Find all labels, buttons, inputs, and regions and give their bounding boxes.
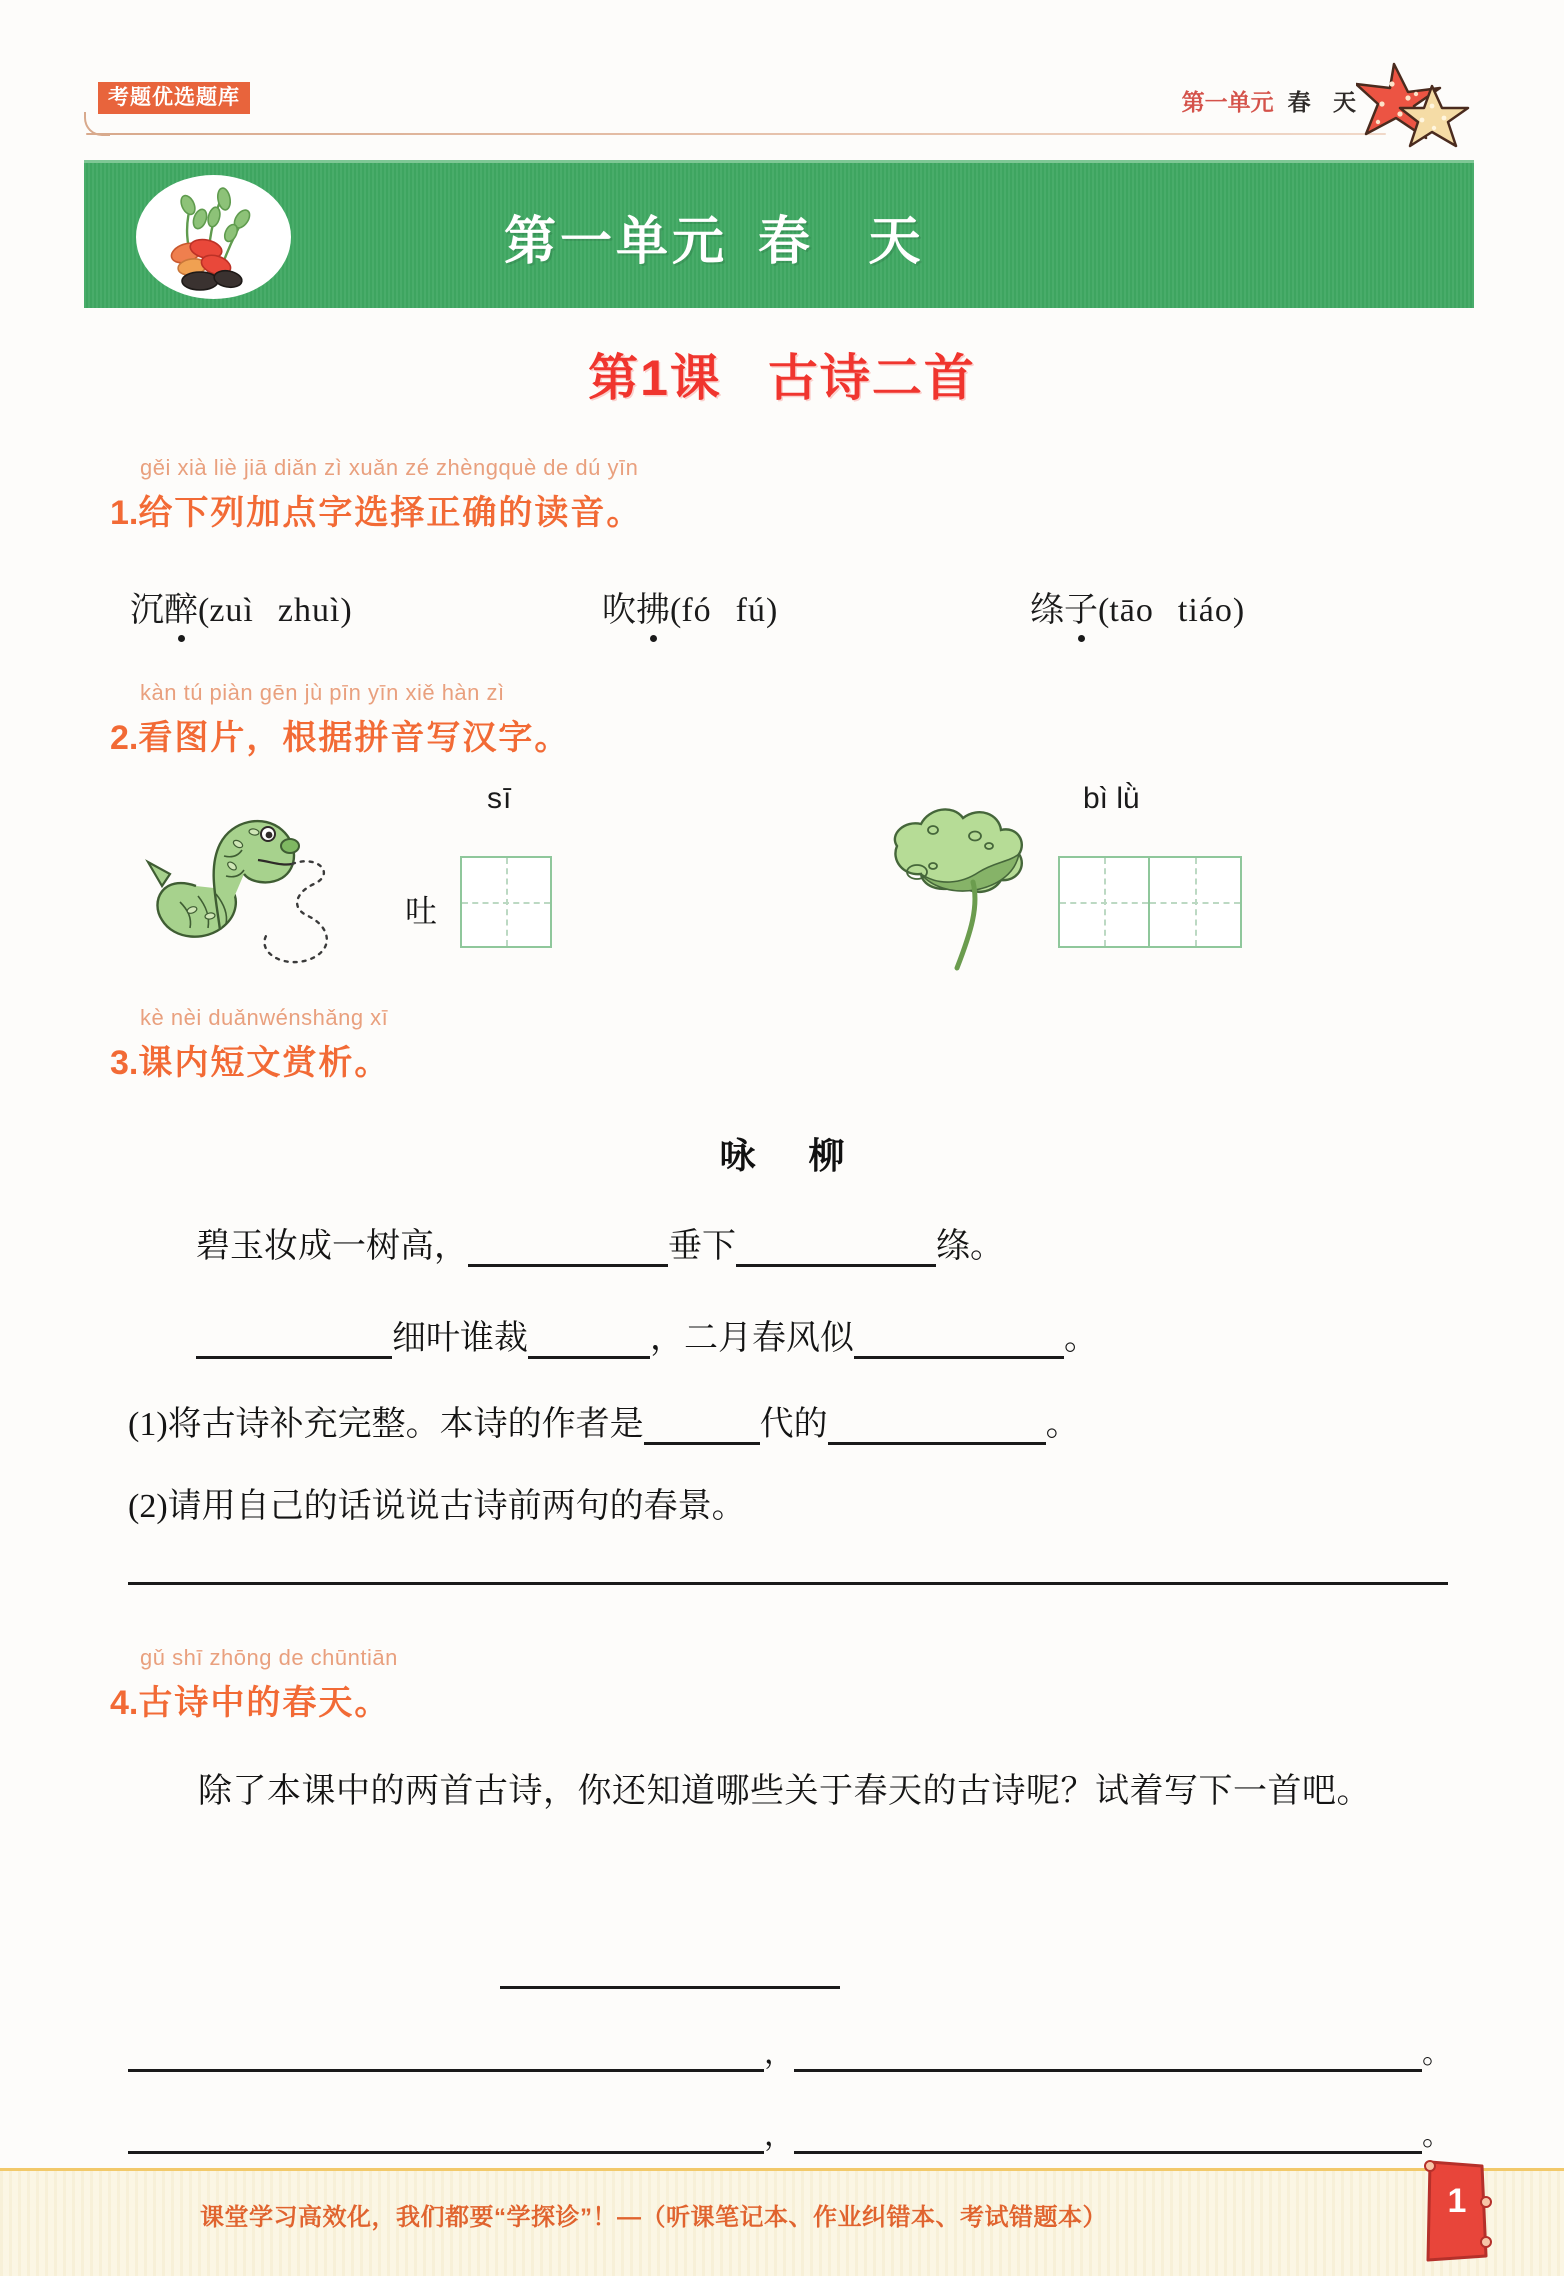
header-rule [86, 133, 1386, 135]
poem-line-1 [196, 1218, 1004, 1267]
answer-line-1[interactable] [128, 2028, 1452, 2072]
choice-item-1[interactable] [130, 582, 352, 631]
poem-line-1-part-a: 碧玉妆成一树高， [196, 1228, 468, 1265]
question-2-text: 看图片，根据拼音写汉字。 [138, 719, 571, 757]
choice-1-option-b[interactable]: zhuì [277, 592, 341, 629]
answer-line-2-seg-a[interactable] [128, 2128, 764, 2154]
running-header-season: 春 天 [1287, 89, 1364, 115]
answer-line-2-seg-b[interactable] [794, 2128, 1422, 2154]
question-3 [110, 1005, 390, 1084]
choice-3-option-b[interactable]: tiáo [1177, 592, 1233, 629]
choice-2-dotted-char: 拂 [636, 592, 670, 629]
spring-plants-illustration [136, 175, 291, 299]
footer-band [0, 2168, 1564, 2276]
banner-illustration-oval [136, 175, 291, 299]
choice-1-option-a[interactable]: zuì [209, 592, 254, 629]
sub-question-2: (2)请用自己的话说说古诗前两句的春景。 [128, 1488, 746, 1525]
page-number: 1 [1447, 2182, 1467, 2220]
question-1-pinyin: gěi xià liè jiā diǎn zì xuǎn zé zhèngquè de dú yīn [140, 455, 639, 480]
question-3-text: 课内短文赏析。 [138, 1044, 391, 1082]
choice-3-open-paren: ( [1098, 592, 1110, 629]
answer-line-2-comma: ， [764, 2119, 794, 2152]
poem-blank-3[interactable] [196, 1329, 392, 1359]
poem-line-1-part-b: 垂下 [668, 1228, 736, 1265]
lesson-title [0, 338, 1564, 410]
lesson-number: 第1课 [588, 350, 722, 406]
choice-item-3[interactable] [1030, 582, 1244, 631]
answer-line-2-period: 。 [1422, 2119, 1452, 2152]
question-2-pinyin: kàn tú piàn gēn jù pīn yīn xiě hàn zì [140, 680, 505, 705]
sub-question-1-part-b: 代的 [759, 1406, 828, 1443]
picture-item-1-hint-char: 吐 [405, 893, 438, 929]
unit-banner [84, 160, 1474, 308]
poem-line-1-part-c: 绦。 [936, 1228, 1004, 1265]
poem-blank-2[interactable] [736, 1237, 936, 1267]
choice-3-dotted-char: 子 [1064, 592, 1098, 629]
choice-3-option-a[interactable]: tāo [1109, 592, 1154, 629]
question-4-text: 古诗中的春天。 [138, 1684, 391, 1722]
choice-2-option-b[interactable]: fú [735, 592, 766, 629]
choice-1-close-paren: ) [340, 592, 352, 629]
writing-grid-box-2a[interactable] [1058, 856, 1150, 948]
answer-line-1-period: 。 [1422, 2037, 1452, 2070]
question-1-number: 1. [110, 494, 139, 532]
picture-item-2-pinyin: bì lǜ [1083, 782, 1140, 815]
question-2-title [110, 710, 570, 759]
choice-3-close-paren: ) [1232, 592, 1245, 629]
silkworm-spinning-silk-illustration [140, 790, 470, 980]
sub-question-1-part-c: 。 [1045, 1406, 1080, 1443]
question-4-pinyin: gǔ shī zhōng de chūntiān [140, 1645, 398, 1670]
banner-title-season: 春 天 [758, 213, 943, 271]
lesson-name: 古诗二首 [767, 350, 976, 406]
question-4-number: 4. [110, 1684, 139, 1722]
choice-1-dotted-char: 醉 [164, 592, 198, 629]
page-number-badge [1420, 2156, 1494, 2268]
question-3-title [110, 1035, 390, 1084]
question-4-title [110, 1675, 398, 1724]
author-dynasty-blank[interactable] [644, 1415, 760, 1445]
choice-2-option-a[interactable]: fó [681, 592, 712, 629]
sub-question-1-part-a: (1)将古诗补充完整。本诗的作者是 [128, 1406, 644, 1443]
question-3-number: 3. [110, 1044, 139, 1082]
question-4 [110, 1645, 398, 1724]
writing-grid-pair-2[interactable] [1058, 856, 1242, 948]
poem-line-2 [196, 1310, 1098, 1359]
choice-2-prefix: 吹 [602, 592, 636, 629]
question-4-body: 除了本课中的两首古诗，你还知道哪些关于春天的古诗呢？试着写下一首吧。 [198, 1773, 1371, 1810]
question-3-pinyin: kè nèi duǎnwénshǎng xī [140, 1005, 389, 1030]
answer-title-rule[interactable] [500, 1986, 840, 1989]
answer-line-1-seg-a[interactable] [128, 2046, 764, 2072]
writing-grid-box-1[interactable] [460, 856, 552, 948]
question-1-title [110, 485, 642, 534]
choice-item-2[interactable] [602, 582, 777, 631]
picture-item-1-pinyin: sī [487, 782, 513, 815]
poem-blank-4[interactable] [528, 1329, 650, 1359]
choice-1-prefix: 沉 [130, 592, 164, 629]
poem-line-2-part-a: 细叶谁裁 [392, 1320, 528, 1357]
question-2 [110, 680, 570, 759]
choice-1-open-paren: ( [198, 592, 210, 629]
poem-line-2-part-b: ，二月春风似 [650, 1320, 854, 1357]
poem-line-2-part-c: 。 [1064, 1320, 1098, 1357]
choice-3-prefix: 绦 [1030, 592, 1064, 629]
series-badge: 考题优选题库 [98, 82, 250, 114]
answer-line-1-comma: ， [764, 2037, 794, 2070]
banner-title-unit: 第一单元 [504, 213, 729, 271]
choice-2-close-paren: ) [765, 592, 778, 629]
question-2-picture-row [0, 782, 1564, 990]
poem-title: 咏 柳 [719, 1136, 867, 1176]
banner-title [504, 199, 942, 274]
answer-line-2[interactable] [128, 2110, 1452, 2154]
poem-blank-1[interactable] [468, 1237, 668, 1267]
poem-blank-5[interactable] [854, 1329, 1064, 1359]
footer-slogan: 课堂学习高效化，我们都要“学探诊”！—（听课笔记本、作业纠错本、考试错题本） [200, 2204, 1107, 2231]
sub-question-1 [128, 1396, 1080, 1445]
star-decoration [1356, 58, 1476, 148]
choice-2-open-paren: ( [670, 592, 682, 629]
answer-rule-q3[interactable] [128, 1582, 1448, 1585]
running-header-unit: 第一单元 [1181, 89, 1274, 115]
question-2-number: 2. [110, 719, 139, 757]
question-1 [110, 455, 642, 534]
writing-grid-box-2b[interactable] [1150, 856, 1242, 948]
author-name-blank[interactable] [828, 1415, 1046, 1445]
answer-line-1-seg-b[interactable] [794, 2046, 1422, 2072]
running-header-right [1182, 84, 1364, 117]
question-1-text: 给下列加点字选择正确的读音。 [138, 494, 643, 532]
